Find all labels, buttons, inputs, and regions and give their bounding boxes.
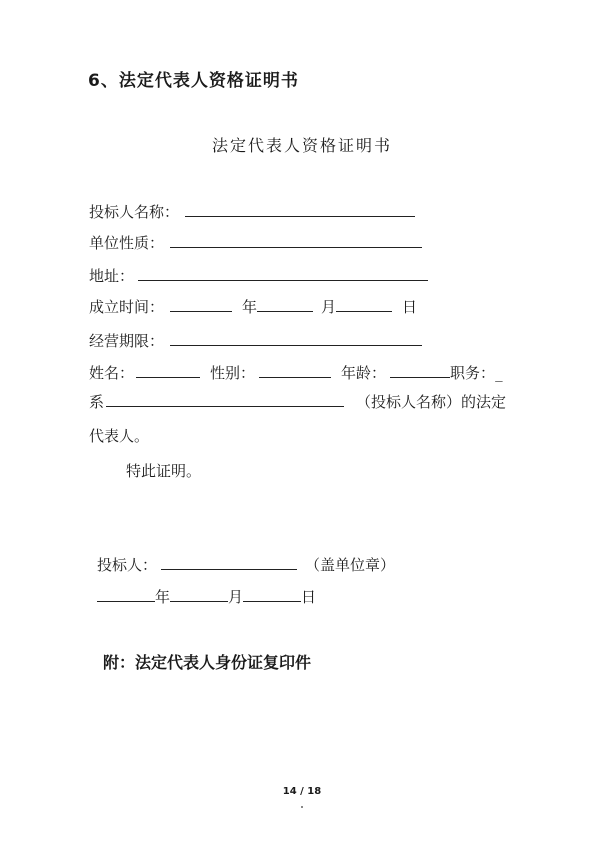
footer-dot: [301, 806, 303, 808]
unit-nature-label: 单位性质：: [89, 234, 165, 252]
bidder-signature-label: 投标人：: [97, 556, 158, 574]
signature-day-blank: [243, 587, 301, 602]
age-label: 年龄：: [341, 364, 387, 382]
address-row: [89, 266, 428, 286]
signature-month-blank: [170, 587, 228, 602]
signature-year-blank: [97, 587, 155, 602]
position-label: 职务：: [450, 364, 496, 382]
relation-blank: [106, 392, 344, 407]
bidder-signature-row: [97, 555, 395, 575]
seal-note: （盖单位章）: [305, 556, 396, 574]
signature-day-label: 日: [301, 588, 317, 606]
established-day-blank: [336, 297, 392, 312]
established-year-label: 年: [242, 298, 258, 316]
established-day-label: 日: [402, 298, 418, 316]
bidder-signature-blank: [161, 555, 297, 570]
business-term-label: 经营期限：: [89, 332, 165, 350]
name-blank: [136, 363, 200, 378]
document-title: 法定代表人资格证明书: [211, 136, 392, 155]
relation-row: [89, 392, 506, 412]
certify-text: 特此证明。: [126, 462, 202, 480]
established-label: 成立时间：: [89, 298, 165, 316]
personal-info-row: [89, 363, 503, 383]
established-month-label: 月: [321, 298, 337, 316]
relation-line-2: 代表人。: [89, 427, 150, 445]
signature-date-row: [97, 587, 316, 607]
position-blank-mark: _: [495, 364, 503, 382]
name-label: 姓名：: [89, 364, 135, 382]
gender-label: 性别：: [210, 364, 256, 382]
unit-nature-row: [89, 233, 422, 253]
established-year-blank: [170, 297, 232, 312]
established-month-blank: [257, 297, 313, 312]
age-blank: [390, 363, 450, 378]
section-title: 6、法定代表人资格证明书: [88, 71, 299, 91]
bidder-name-blank: [185, 202, 415, 217]
gender-blank: [259, 363, 331, 378]
address-label: 地址：: [89, 267, 135, 285]
relation-suffix: （投标人名称）的法定: [356, 393, 507, 411]
bidder-name-row: [89, 202, 415, 222]
attachment-note: 附：法定代表人身份证复印件: [103, 653, 312, 672]
business-term-row: [89, 331, 422, 351]
established-row: [89, 297, 417, 317]
page-number: 14 / 18: [282, 786, 322, 797]
bidder-name-label: 投标人名称：: [89, 203, 180, 221]
business-term-blank: [170, 331, 422, 346]
unit-nature-blank: [170, 233, 422, 248]
address-blank: [138, 266, 428, 281]
signature-year-label: 年: [155, 588, 171, 606]
relation-prefix: 系: [89, 393, 105, 411]
signature-month-label: 月: [228, 588, 244, 606]
